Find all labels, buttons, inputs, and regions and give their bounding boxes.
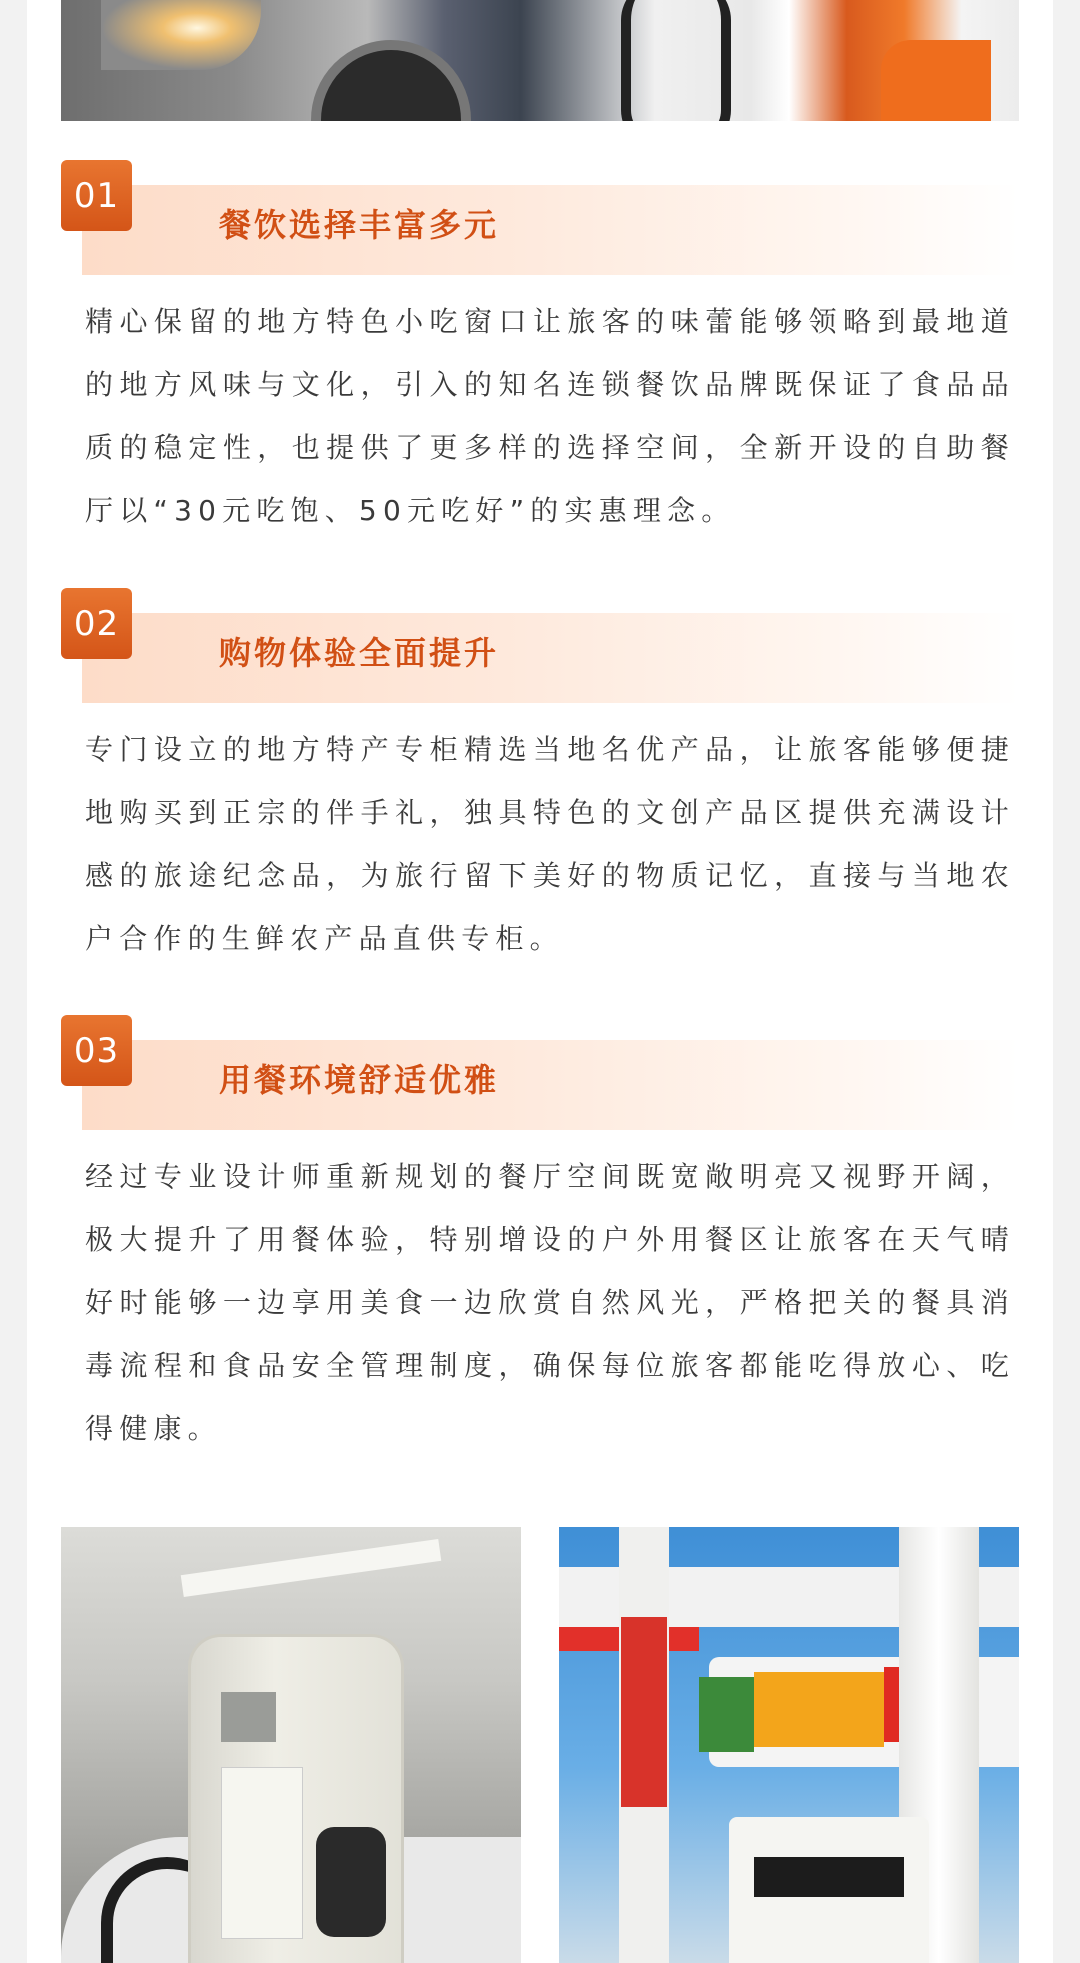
price-sign — [621, 1617, 667, 1807]
section-shopping — [61, 588, 1019, 968]
ev-charger-photo — [61, 1527, 521, 1963]
section-environment — [61, 1015, 1019, 1455]
section-title: 用餐环境舒适优雅 — [219, 1061, 500, 1099]
pump-display — [754, 1857, 904, 1897]
section-body: 精心保留的地方特色小吃窗口让旅客的味蕾能够领略到最地道的地方风味与文化，引入的知名连锁餐饮品牌既保证了食品品质的稳定性，也提供了更多样的选择空间，全新开设的自助餐厅以“30元吃饱、50元吃好”的实惠理念。 — [85, 305, 1015, 527]
ceiling-light — [181, 1539, 442, 1597]
fuel-hose — [621, 0, 731, 121]
gas-station-photo — [559, 1527, 1019, 1963]
section-number-badge: 03 — [61, 1015, 132, 1086]
section-body: 专门设立的地方特产专柜精选当地名优产品，让旅客能够便捷地购买到正宗的伴手礼，独具特色的文创产品区提供充满设计感的旅途纪念品，为旅行留下美好的物质记忆，直接与当地农户合作的生鲜农产品直供专柜。 — [85, 733, 1015, 955]
charging-plug — [316, 1827, 386, 1937]
pump-nozzle — [881, 40, 991, 121]
section-title: 购物体验全面提升 — [219, 634, 500, 672]
section-number-badge: 02 — [61, 588, 132, 659]
car-wheel — [311, 40, 471, 121]
section-body: 经过专业设计师重新规划的餐厅空间既宽敞明亮又视野开阔，极大提升了用餐体验，特别增设的户外用餐区让旅客在天气晴好时能够一边享用美食一边欣赏自然风光，严格把关的餐具消毒流程和食品安全管理制度，确保每位旅客都能吃得放心、吃得健康。 — [85, 1160, 1015, 1445]
section-dining — [61, 160, 1019, 540]
section-title: 餐饮选择丰富多元 — [219, 206, 500, 244]
car-headlight — [101, 0, 261, 70]
yellow-stripe — [754, 1672, 884, 1747]
charger-screen — [221, 1692, 276, 1742]
top-photo-car-fueling — [61, 0, 1019, 121]
green-stripe — [699, 1677, 754, 1752]
section-number-badge: 01 — [61, 160, 132, 231]
charger-label-sticker — [221, 1767, 303, 1939]
